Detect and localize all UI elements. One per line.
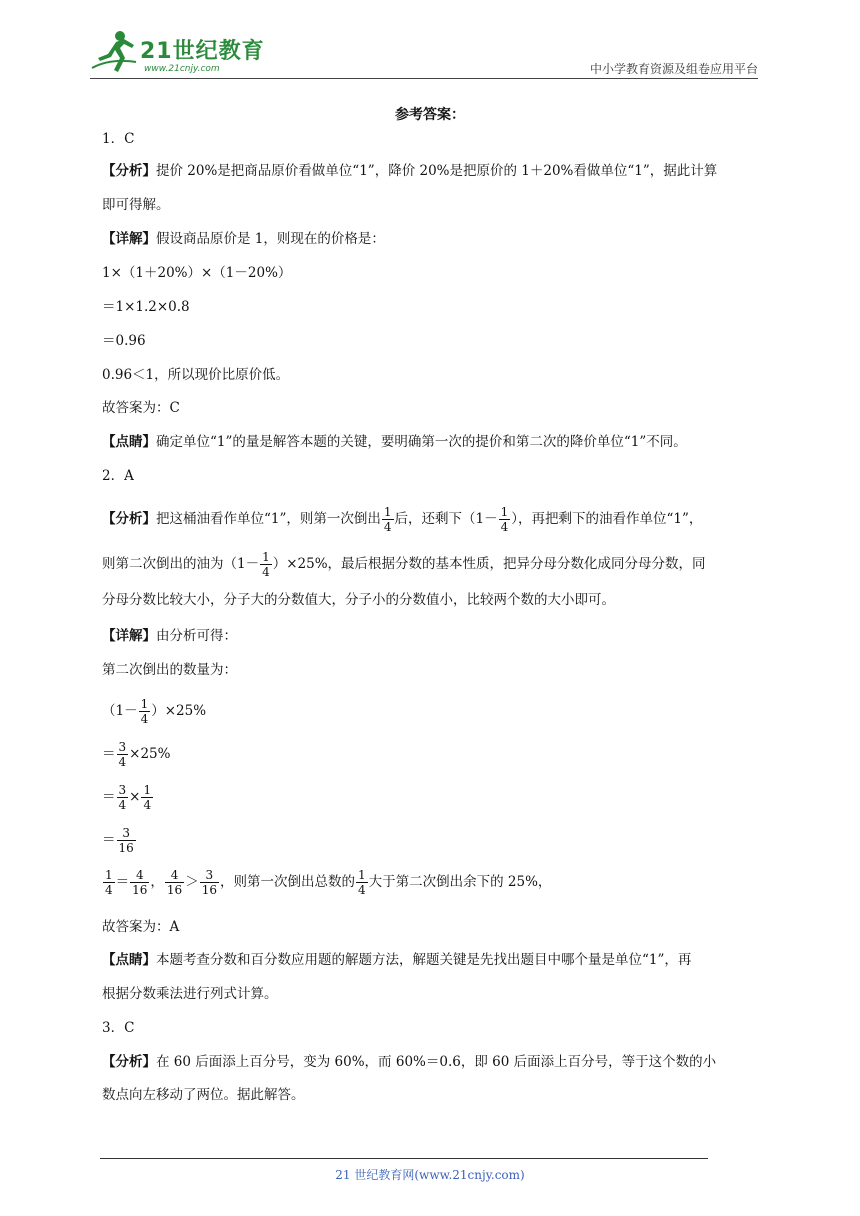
- q1-calc-3: ＝0.96: [102, 333, 146, 349]
- q1-answer: 1．C: [102, 131, 135, 147]
- q3-answer: 3．C: [102, 1020, 135, 1036]
- numerator: 1: [143, 783, 152, 797]
- numerator: 1: [383, 505, 392, 519]
- page-title: 参考答案：: [395, 107, 465, 123]
- denominator: 16: [118, 841, 134, 855]
- denominator: 4: [118, 755, 127, 769]
- fraction-one-quarter: [260, 550, 272, 579]
- q1-calc-4: 0.96＜1，所以现价比原价低。: [102, 367, 290, 383]
- q2-calc-1: [102, 697, 206, 726]
- text-run: 在 60 后面添上百分号，变为 60%，而 60%＝0.6，即 60 后面添上百分号，等于这个数的小: [156, 1054, 717, 1070]
- runner-logo-icon: [90, 28, 138, 74]
- denominator: 4: [140, 712, 149, 726]
- footer-link[interactable]: 21 世纪教育网(www.21cnjy.com): [335, 1168, 525, 1182]
- q1-detail-text: 假设商品原价是 1，则现在的价格是：: [156, 231, 385, 247]
- text-run: ＞: [185, 874, 199, 890]
- q2-comment-2: 根据分数乘法进行列式计算。: [102, 986, 278, 1002]
- denominator: 16: [132, 883, 148, 897]
- text-run: （1－: [102, 703, 138, 719]
- denominator: 4: [357, 883, 366, 897]
- q3-analysis-2: 数点向左移动了两位。据此解答。: [102, 1087, 305, 1103]
- footer-divider: [100, 1158, 708, 1159]
- numerator: 1: [105, 868, 113, 882]
- logo-text: 21世纪教育: [140, 39, 265, 64]
- numerator: 3: [117, 826, 136, 841]
- q2-calc-2: [102, 740, 170, 769]
- fraction-three-sixteenths: [200, 868, 219, 897]
- q1-calc-1: 1×（1＋20%）×（1－20%）: [102, 265, 292, 281]
- platform-name: 中小学教育资源及组卷应用平台: [589, 62, 758, 76]
- q2-analysis-line-3: 分母分数比较大小，分子大的分数值大，分子小的分数值小，比较两个数的大小即可。: [102, 592, 615, 608]
- numerator: 4: [130, 868, 149, 883]
- q2-calc-3: [102, 783, 154, 812]
- text-run: ）×25%: [151, 703, 207, 719]
- numerator: 3: [118, 783, 127, 797]
- denominator: 4: [500, 520, 509, 534]
- comment-tag: 【点睛】: [102, 952, 156, 968]
- detail-tag: 【详解】: [102, 628, 156, 644]
- site-logo: [90, 28, 290, 78]
- fraction-one-quarter: [356, 868, 368, 897]
- detail-tag: 【详解】: [102, 231, 156, 247]
- q2-detail-text: 由分析可得：: [156, 628, 237, 644]
- text-run: ＝: [102, 789, 116, 805]
- denominator: 16: [166, 883, 183, 897]
- q1-analysis-text-1: 提价 20%是把商品原价看做单位“1”，降价 20%是把原价的 1＋20%看做单位“1”，据此计算: [156, 163, 718, 179]
- q1-conclusion: 故答案为：C: [102, 400, 180, 416]
- text-run: ）×25%，最后根据分数的基本性质，把异分母分数化成同分母分数，同: [272, 556, 706, 572]
- denominator: 4: [143, 798, 152, 812]
- q2-answer: 2．A: [102, 468, 134, 484]
- q2-comparison: [102, 868, 551, 897]
- text-run: ），再把剩下的油看作单位“1”，: [511, 511, 703, 527]
- text-run: ＝: [102, 832, 116, 848]
- numerator: 1: [262, 550, 270, 564]
- q2-analysis-line-2: [102, 550, 706, 579]
- q1-calc-2: ＝1×1.2×0.8: [102, 299, 190, 315]
- q2-conclusion: 故答案为：A: [102, 919, 180, 935]
- q1-analysis: [102, 161, 717, 181]
- numerator: 1: [140, 697, 149, 711]
- denominator: 4: [383, 520, 392, 534]
- analysis-tag: 【分析】: [102, 1054, 156, 1070]
- q1-detail: [102, 229, 385, 249]
- numerator: 3: [200, 868, 219, 883]
- q2-calc-4: [102, 826, 137, 855]
- text-run: 则第二次倒出的油为（1－: [102, 556, 260, 572]
- fraction-one-quarter: [382, 505, 394, 534]
- denominator: 4: [118, 798, 127, 812]
- fraction-four-sixteenths: [165, 868, 184, 897]
- fraction-one-quarter: [103, 868, 115, 897]
- q2-analysis-line-1: [102, 505, 702, 534]
- text-run: 把这桶油看作单位“1”，则第一次倒出: [156, 511, 381, 527]
- numerator: 1: [500, 505, 509, 519]
- logo-url: www.21cnjy.com: [144, 64, 220, 74]
- text-run: 大于第二次倒出余下的 25%，: [368, 874, 552, 890]
- text-run: 本题考查分数和百分数应用题的解题方法，解题关键是先找出题目中哪个量是单位“1”，再: [156, 952, 692, 968]
- denominator: 16: [201, 883, 217, 897]
- analysis-tag: 【分析】: [102, 163, 156, 179]
- text-run: ×: [129, 789, 141, 805]
- text-run: ，: [150, 874, 164, 890]
- fraction-one-quarter: [141, 783, 153, 812]
- fraction-one-quarter: [139, 697, 151, 726]
- text-run: 后，还剩下（1－: [394, 511, 498, 527]
- text-run: ＝: [115, 874, 130, 890]
- q1-analysis-text-2: 即可得解。: [102, 197, 170, 213]
- q1-comment: [102, 432, 687, 452]
- q2-second-amount: 第二次倒出的数量为：: [102, 662, 237, 678]
- page-header: [90, 28, 758, 78]
- text-run: ＝: [102, 746, 116, 762]
- q2-comment-1: [102, 950, 691, 970]
- fraction-three-quarters: [117, 783, 129, 812]
- numerator: 4: [165, 868, 184, 883]
- text-run: ，则第一次倒出总数的: [219, 874, 355, 890]
- numerator: 1: [357, 868, 366, 882]
- numerator: 3: [118, 740, 127, 754]
- q2-detail: [102, 626, 237, 646]
- q1-comment-text: 确定单位“1”的量是解答本题的关键，要明确第一次的提价和第二次的降价单位“1”不同。: [156, 434, 687, 450]
- fraction-four-sixteenths: [130, 868, 149, 897]
- fraction-one-quarter: [499, 505, 511, 534]
- comment-tag: 【点睛】: [102, 434, 156, 450]
- denominator: 4: [262, 565, 270, 579]
- text-run: ×25%: [129, 746, 171, 762]
- fraction-three-sixteenths: [117, 826, 136, 855]
- q3-analysis-1: [102, 1052, 716, 1072]
- analysis-tag: 【分析】: [102, 511, 156, 527]
- fraction-three-quarters: [117, 740, 129, 769]
- header-divider: [90, 78, 758, 79]
- denominator: 4: [105, 883, 113, 897]
